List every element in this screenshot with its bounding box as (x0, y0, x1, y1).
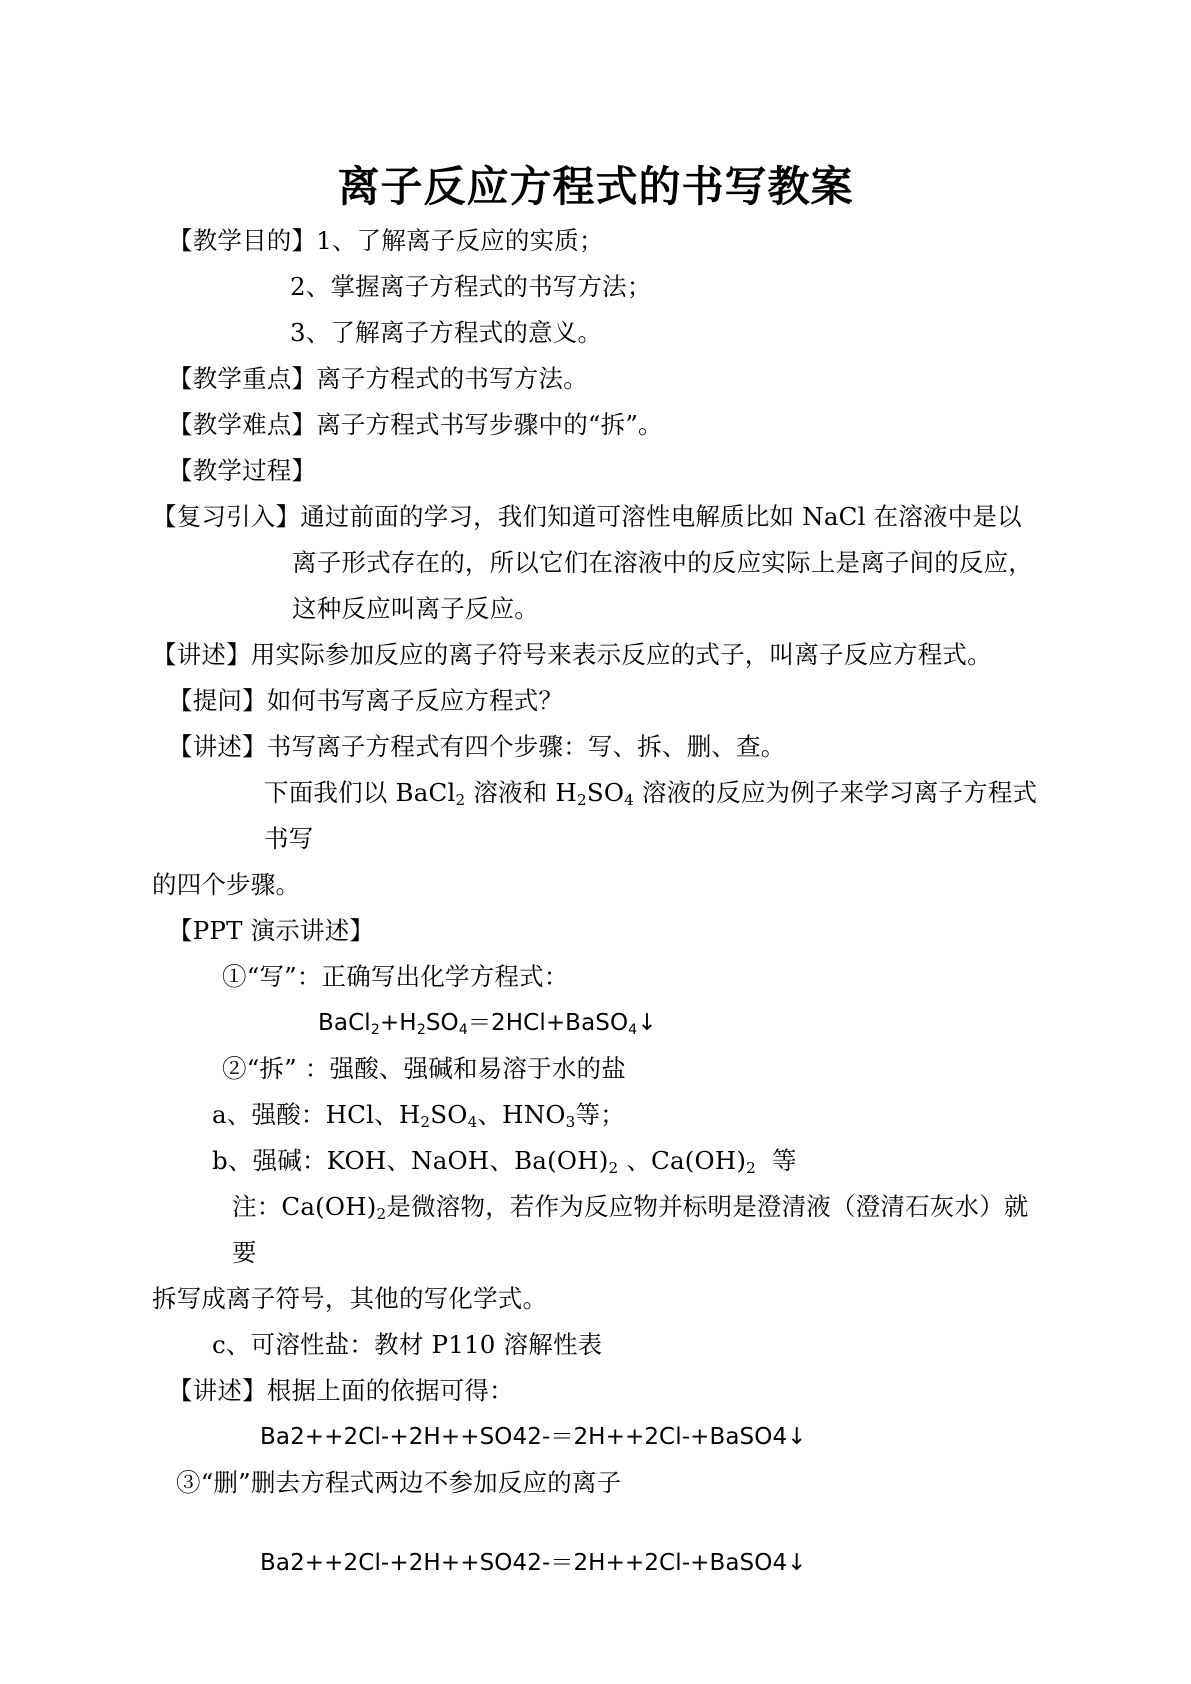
lecture-steps-line: 【讲述】书写离子方程式有四个步骤：写、拆、删、查。 (168, 732, 786, 761)
chem-eq-mid-1: +H (379, 1010, 417, 1036)
strong-base-part-2: 、Ca(OH) (618, 1146, 747, 1175)
strong-acid-part-4: 等； (575, 1100, 625, 1129)
strong-base-line (152, 1138, 1052, 1184)
chem-eq-sub-1: 2 (370, 1021, 380, 1038)
chem-eq-suffix: ↓ (637, 1010, 657, 1036)
strong-base-sub-1: 2 (608, 1158, 619, 1177)
chemical-equation (152, 1000, 1052, 1046)
example-mid: 溶液和 H (465, 778, 578, 807)
teaching-aim-line-1: 【教学目的】1、了解离子反应的实质； (168, 226, 604, 255)
strong-acid-line (152, 1092, 1052, 1138)
spacer (152, 1506, 1052, 1540)
strong-base-part-3: 等 (756, 1146, 797, 1175)
strong-acid-sub-1: 2 (420, 1112, 431, 1131)
step-delete-line: ③“删”删去方程式两边不参加反应的离子 (176, 1468, 622, 1497)
chem-eq-mid-3: ＝2HCl+BaSO (467, 1010, 629, 1036)
example-intro-line-2: 的四个步骤。 (152, 870, 301, 899)
strong-acid-sub-3: 3 (565, 1112, 576, 1131)
strong-acid-label: a、强酸：HCl、H (212, 1100, 421, 1129)
question-line: 【提问】如何书写离子反应方程式？ (168, 686, 564, 715)
example-sub-1: 2 (455, 790, 466, 809)
teaching-aim-line-3: 3、了解离子方程式的意义。 (290, 318, 603, 347)
chem-eq-prefix: BaCl (318, 1010, 371, 1036)
example-mid-2: SO (586, 778, 625, 807)
note-line-2: 拆写成离子符号，其他的写化学式。 (152, 1284, 548, 1313)
example-suffix: 溶液的反应为例子来学习离子方程式书写 (264, 778, 1038, 853)
page-title: 离子反应方程式的书写教案 (337, 162, 854, 212)
ionic-equation-full: Ba2++2Cl-+2H++SO42-＝2H++2Cl-+BaSO4↓ (260, 1424, 807, 1450)
strong-acid-sub-2: 4 (467, 1112, 478, 1131)
step-write-line: ①“写”：正确写出化学方程式： (222, 962, 569, 991)
note-line-1 (152, 1184, 1052, 1276)
teaching-process-line: 【教学过程】 (168, 456, 317, 485)
teaching-key-point-line: 【教学重点】离子方程式的书写方法。 (168, 364, 588, 393)
ionic-equation-deleted: Ba2++2Cl-+2H++SO42-＝2H++2Cl-+BaSO4↓ (260, 1550, 807, 1576)
example-sub-3: 4 (624, 790, 635, 809)
document-body (152, 218, 1052, 1586)
lecture-derivation-line: 【讲述】根据上面的依据可得： (168, 1376, 514, 1405)
review-intro-line-3: 这种反应叫离子反应。 (292, 594, 539, 623)
lecture-definition-line: 【讲述】用实际参加反应的离子符号来表示反应的式子，叫离子反应方程式。 (152, 640, 992, 669)
soluble-salt-line: c、可溶性盐：教材 P110 溶解性表 (212, 1330, 603, 1359)
example-prefix: 下面我们以 BaCl (264, 778, 456, 807)
strong-acid-part-2: SO (430, 1100, 468, 1129)
strong-base-label: b、强碱：KOH、NaOH、Ba(OH) (212, 1146, 609, 1175)
note-suffix: 是微溶物，若作为反应物并标明是澄清液（澄清石灰水）就要 (232, 1192, 1029, 1267)
teaching-aim-line-2: 2、掌握离子方程式的书写方法； (290, 272, 652, 301)
strong-base-sub-2: 2 (746, 1158, 757, 1177)
note-prefix: 注：Ca(OH) (232, 1192, 377, 1221)
ppt-header-line: 【PPT 演示讲述】 (168, 916, 375, 945)
example-intro-line-1 (152, 770, 1052, 862)
chem-eq-sub-4: 4 (628, 1021, 638, 1038)
chem-eq-sub-2: 2 (416, 1021, 426, 1038)
chem-eq-mid-2: SO (425, 1010, 459, 1036)
review-intro-line-1: 【复习引入】通过前面的学习，我们知道可溶性电解质比如 NaCl 在溶液中是以 (152, 502, 1022, 531)
step-split-line: ②“拆” ：强酸、强碱和易溶于水的盐 (222, 1054, 626, 1083)
note-sub-1: 2 (376, 1204, 387, 1223)
chem-eq-sub-3: 4 (458, 1021, 468, 1038)
strong-acid-part-3: 、HNO (477, 1100, 566, 1129)
example-sub-2: 2 (577, 790, 587, 809)
teaching-difficulty-line: 【教学难点】离子方程式书写步骤中的“拆”。 (168, 410, 663, 439)
review-intro-line-2: 离子形式存在的，所以它们在溶液中的反应实际上是离子间的反应， (292, 548, 1033, 577)
